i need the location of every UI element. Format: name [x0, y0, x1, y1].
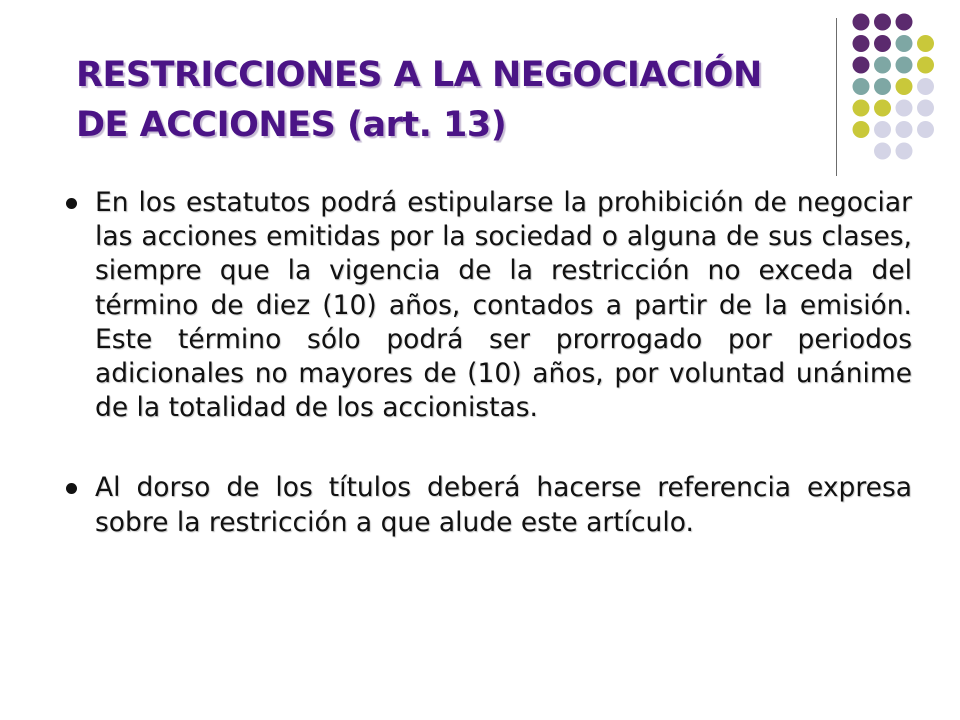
bullet-icon — [66, 483, 77, 494]
decorative-dot — [917, 78, 934, 95]
decorative-dot — [853, 14, 870, 31]
decorative-dot — [874, 14, 891, 31]
decorative-dot — [874, 57, 891, 74]
decorative-dot — [917, 35, 934, 52]
decorative-dot — [874, 100, 891, 117]
decorative-dot — [874, 121, 891, 138]
decorative-dot — [917, 100, 934, 117]
decorative-dot-grid — [851, 12, 951, 162]
bullet-text: En los estatutos podrá estipularse la prohibición de negociar las acciones emitidas por la sociedad o alguna de sus clases, siempre que la vigencia de la restricción no exceda del término de diez (10) años, contados a partir de la emisión. Este término sólo podrá ser prorrogado por periodos adicionales no mayores de (10) años, por voluntad unánime de la totalidad de los accionistas. — [95, 187, 912, 424]
decorative-dot — [896, 35, 913, 52]
slide-title — [76, 50, 826, 150]
decorative-dot — [896, 57, 913, 74]
decorative-dot — [853, 57, 870, 74]
decorative-dot — [896, 14, 913, 31]
decorative-dot — [917, 57, 934, 74]
decorative-dot — [874, 143, 891, 160]
decorative-dot — [853, 100, 870, 117]
decorative-dot — [896, 143, 913, 160]
bullet-item — [60, 471, 912, 539]
decorative-dot — [874, 35, 891, 52]
bullet-item — [60, 186, 912, 425]
decorative-dot — [896, 121, 913, 138]
slide-body — [60, 186, 912, 540]
decorative-dot — [874, 78, 891, 95]
decorative-dot — [853, 78, 870, 95]
decorative-dot — [917, 121, 934, 138]
slide-title-line-2: DE ACCIONES (art. 13) — [76, 105, 507, 145]
bullet-text: Al dorso de los títulos deberá hacerse referencia expresa sobre la restricción a que alude este artículo. — [95, 472, 912, 538]
decorative-dot — [896, 100, 913, 117]
decorative-dot — [853, 121, 870, 138]
divider-line — [836, 18, 837, 176]
decorative-dot — [896, 78, 913, 95]
bullet-icon — [66, 198, 77, 209]
decorative-dot — [853, 35, 870, 52]
slide-title-line-1: RESTRICCIONES A LA NEGOCIACIÓN — [76, 55, 762, 95]
